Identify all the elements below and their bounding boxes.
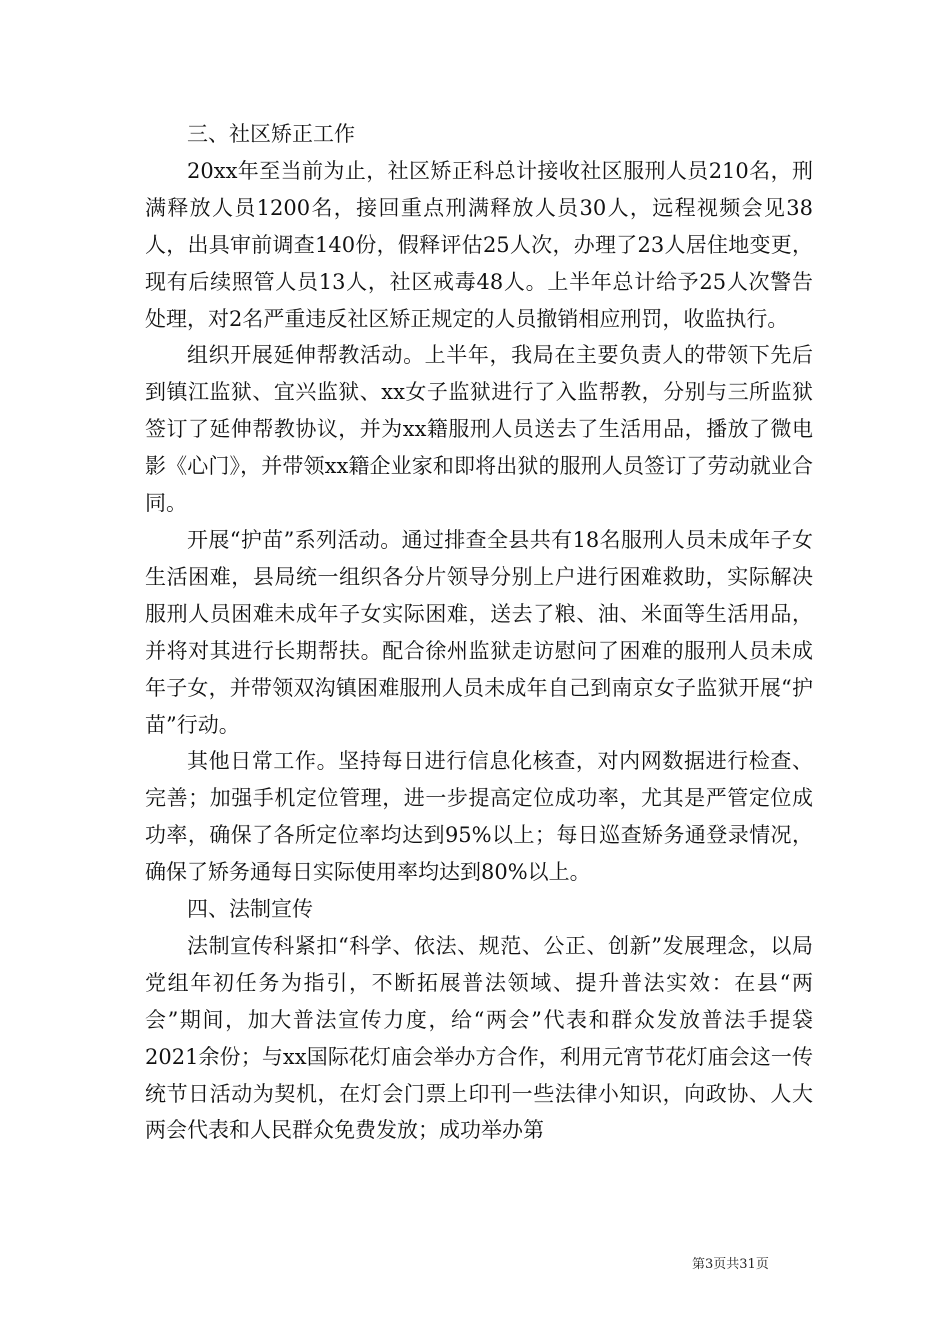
paragraph-correction-statistics: 20xx年至当前为止，社区矫正科总计接收社区服刑人员210名，刑满释放人员1200名，接回重点刑满释放人员30人，远程视频会见38人，出具审前调查140份，假释评估25人次，办理了23人居住地变更，现有后续照管人员13人，社区戒毒48人。上半年总计给予25人次警告处理，对2名严重违反社区矫正规定的人员撤销相应刑罚，收监执行。 (145, 158, 813, 331)
paragraph-legal-publicity: 法制宣传科紧扣“科学、依法、规范、公正、创新”发展理念，以局党组年初任务为指引，不断拓展普法领域、提升普法实效：在县“两会”期间，加大普法宣传力度，给“两会”代表和群众发放普法手提袋2021余份；与xx国际花灯庙会举办方合作，利用元宵节花灯庙会这一传统节日活动为契机，在灯会门票上印刊一些法律小知识，向政协、人大两会代表和人民群众免费发放；成功举办第 (145, 933, 813, 1143)
paragraph-daily-work: 其他日常工作。坚持每日进行信息化核查，对内网数据进行检查、完善；加强手机定位管理，进一步提高定位成功率，尤其是严管定位成功率，确保了各所定位率均达到95%以上；每日巡查矫务通登录情况，确保了矫务通每日实际使用率均达到80%以上。 (145, 749, 813, 885)
section-heading-legal-publicity: 四、法制宣传 (187, 897, 313, 922)
section-heading-community-correction: 三、社区矫正工作 (187, 122, 355, 146)
paragraph-protect-seedlings: 开展“护苗”系列活动。通过排查全县共有18名服刑人员未成年子女生活困难，县局统一组织各分片领导分别上户进行困难救助，实际解决服刑人员困难未成年子女实际困难，送去了粮、油、米面等生活用品，并将对其进行长期帮扶。配合徐州监狱走访慰问了困难的服刑人员未成年子女，并带领双沟镇困难服刑人员未成年自己到南京女子监狱开展“护苗”行动。 (145, 527, 813, 737)
page-number-footer: 第3页共31页 (692, 1257, 769, 1272)
paragraph-extended-assistance: 组织开展延伸帮教活动。上半年，我局在主要负责人的带领下先后到镇江监狱、宜兴监狱、xx女子监狱进行了入监帮教，分别与三所监狱签订了延伸帮教协议，并为xx籍服刑人员送去了生活用品，播放了微电影《心门》，并带领xx籍企业家和即将出狱的服刑人员签订了劳动就业合同。 (145, 343, 813, 516)
document-body (145, 116, 813, 1149)
